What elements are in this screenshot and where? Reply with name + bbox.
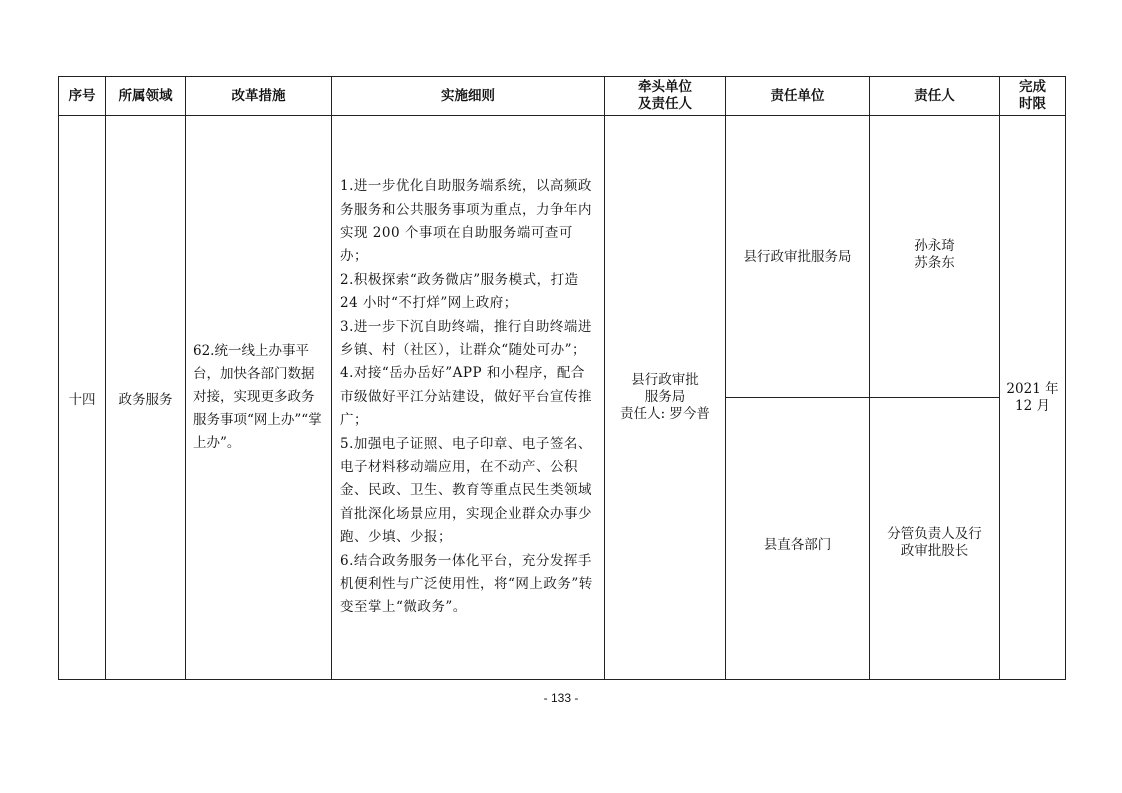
measure-cell: 62.统一线上办事平台，加快各部门数据对接，实现更多政务服务事项“网上办”“掌上办”。 [186,116,332,680]
detail-item: 1.进一步优化自助服务端系统，以高频政务服务和公共服务事项为重点，力争年内实现 200 个事项在自助服务端可查可办； [340,178,592,265]
resp-person-2-cell [870,398,1000,680]
header-field: 所属领域 [106,77,186,116]
seq-cell: 十四 [59,116,106,680]
detail-item: 3.进一步下沉自助终端，推行自助终端进乡镇、村（社区），让群众“随处可办”； [340,318,592,358]
resp-unit-2-cell: 县直各部门 [726,398,870,680]
detail-item: 2.积极探索“政务微店”服务模式，打造 24 小时“不打烊”网上政府； [340,271,579,312]
detail-item: 4.对接“岳办岳好”APP 和小程序，配合市级做好平江分站建设，做好平台宣传推广； [340,365,592,429]
resp-person-2b: 政审批股长 [900,542,969,559]
page-number: - 133 - [543,691,579,705]
lead-unit-cell [605,116,726,680]
reform-measures-table [58,76,1066,680]
header-resp-unit: 责任单位 [726,77,870,116]
resp-person-1b: 苏条东 [914,254,955,271]
header-row [59,77,1066,116]
table-row [59,116,1066,398]
lead-unit-line1: 县行政审批 [631,372,699,388]
resp-person-1a: 孙永琦 [914,237,955,254]
lead-unit-line2: 服务局 [644,389,686,405]
header-deadline [1000,77,1066,116]
header-lead-line2: 及责任人 [638,96,692,112]
field-cell: 政务服务 [106,116,186,680]
header-seq: 序号 [59,77,106,116]
header-resp-person: 责任人 [870,77,1000,116]
detail-item: 6.结合政务服务一体化平台，充分发挥手机便利性与广泛使用性，将“网上政务”转变至掌上“微政务”。 [340,552,593,616]
resp-unit-1-cell: 县行政审批服务局 [726,116,870,398]
resp-person-2a: 分管负责人及行 [887,525,982,542]
lead-person-line: 责任人: 罗今普 [620,406,710,422]
details-cell [332,116,605,680]
deadline-cell [1000,116,1066,680]
deadline-line2: 12 月 [1015,397,1050,414]
resp-person-1-cell [870,116,1000,398]
header-details: 实施细则 [332,77,605,116]
detail-item: 5.加强电子证照、电子印章、电子签名、电子材料移动端应用，在不动产、公积金、民政、卫生、教育等重点民生类领域首批深化场景应用，实现企业群众办事少跑、少填、少报； [340,435,592,546]
deadline-line1: 2021 年 [1006,380,1059,397]
header-lead-unit [605,77,726,116]
header-lead-line1: 牵头单位 [638,79,692,95]
header-deadline-line1: 完成 [1019,79,1046,95]
header-measure: 改革措施 [186,77,332,116]
header-deadline-line2: 时限 [1019,96,1046,112]
